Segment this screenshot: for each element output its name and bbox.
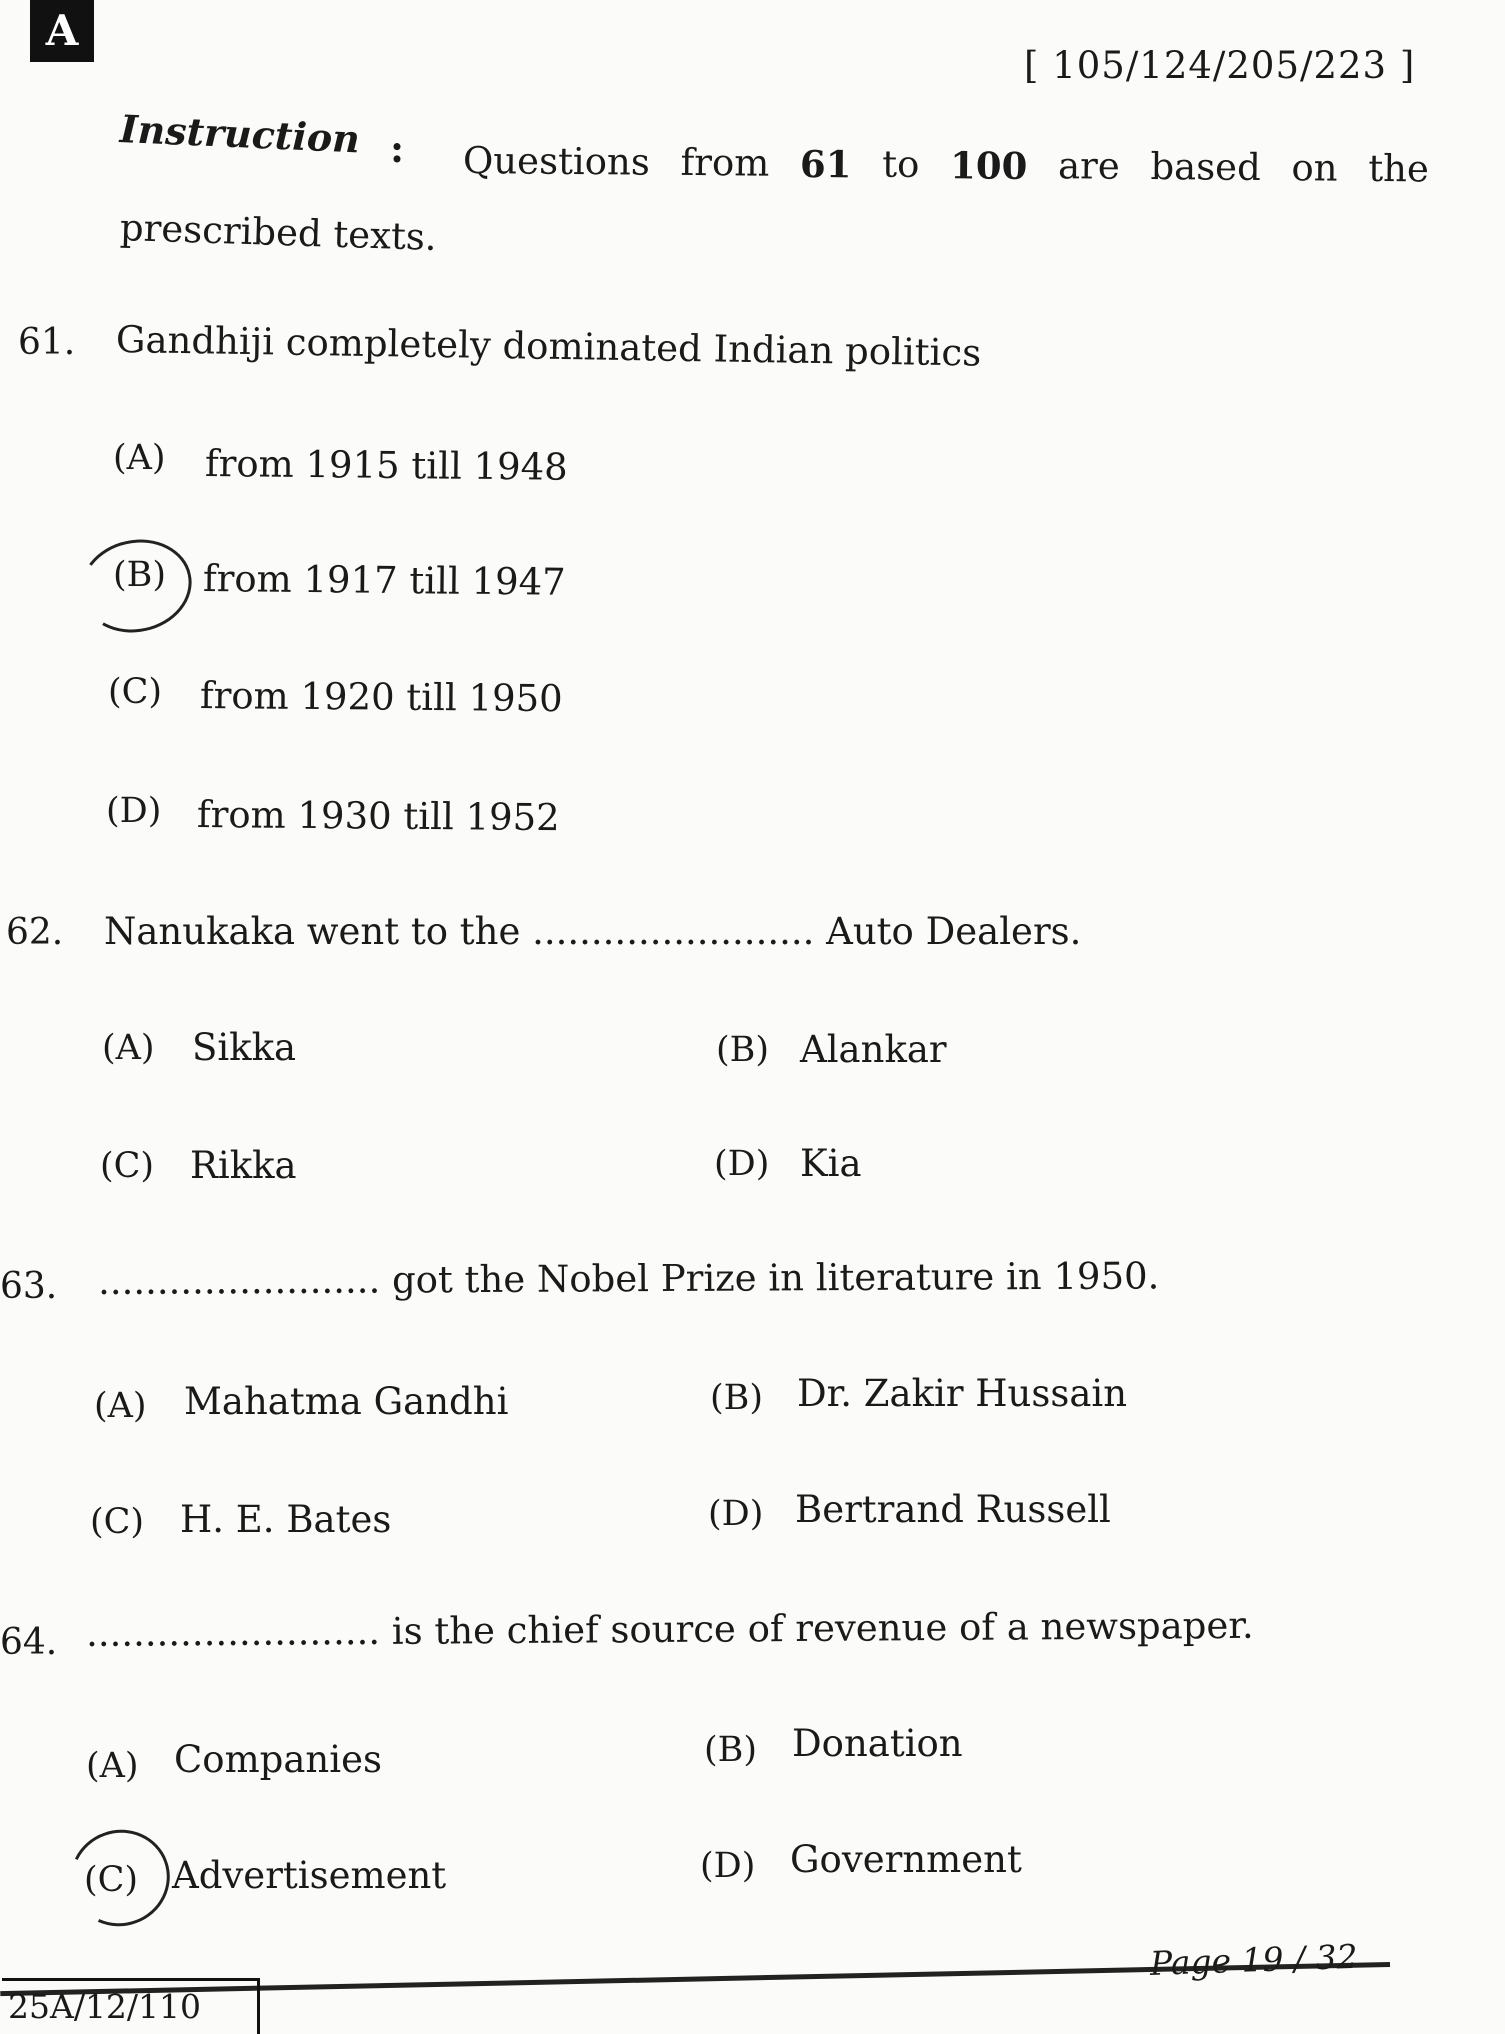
instruction-word: to	[882, 142, 920, 186]
option-letter: (B)	[704, 1730, 758, 1770]
instruction-word: the	[1368, 146, 1430, 191]
option-letter: (B)	[716, 1030, 770, 1070]
instruction-word: based	[1150, 144, 1261, 189]
option-letter: (C)	[90, 1502, 145, 1542]
option-text: Dr. Zakir Hussain	[797, 1372, 1128, 1415]
option-text: Kia	[800, 1142, 862, 1185]
option-letter: (A)	[113, 438, 166, 478]
option-letter: (D)	[700, 1846, 756, 1886]
instruction-text-line-2: prescribed texts.	[119, 206, 438, 259]
option-text: from 1917 till 1947	[202, 557, 566, 604]
option-text: Sikka	[192, 1026, 297, 1069]
option-letter: (D)	[106, 791, 162, 831]
option-letter: (D)	[708, 1494, 764, 1534]
option-letter: (A)	[86, 1746, 139, 1786]
option-text: Rikka	[190, 1144, 297, 1187]
option-letter: (C)	[108, 672, 163, 712]
question-text: Nanukaka went to the ........................ Auto Dealers.	[104, 910, 1082, 953]
option-text: Companies	[174, 1738, 382, 1781]
option-letter: (D)	[714, 1144, 770, 1184]
instruction-word-bold: 61	[799, 141, 852, 187]
instruction-colon: :	[390, 126, 405, 171]
option-text: Advertisement	[172, 1854, 447, 1897]
question-text: ......................... is the chief source of revenue of a newspaper.	[85, 1603, 1254, 1655]
question-text: ........................ got the Nobel Prize in literature in 1950.	[97, 1254, 1160, 1303]
option-letter: (B)	[113, 555, 167, 595]
option-text: Government	[790, 1838, 1022, 1881]
option-letter: (C)	[100, 1146, 155, 1186]
option-text: from 1920 till 1950	[199, 674, 563, 721]
question-number: 62.	[6, 912, 64, 953]
paper-code-reference: [ 105/124/205/223 ]	[1024, 44, 1416, 87]
instruction-word: on	[1291, 146, 1338, 190]
question-number: 61.	[18, 322, 76, 363]
instruction-word: from	[680, 140, 770, 185]
option-text: from 1930 till 1952	[196, 793, 560, 840]
option-letter: (C)	[84, 1860, 139, 1900]
instruction-text-line-1	[463, 139, 1429, 191]
question-number: 64.	[0, 1622, 58, 1663]
option-letter: (A)	[94, 1386, 147, 1426]
question-text: Gandhiji completely dominated Indian politics	[115, 318, 982, 375]
instruction-word: are	[1057, 144, 1120, 188]
option-text: Donation	[792, 1722, 963, 1765]
option-text: from 1915 till 1948	[204, 442, 568, 489]
option-text: Mahatma Gandhi	[184, 1380, 509, 1423]
page-number: Page 19 / 32	[1149, 1936, 1359, 1983]
instruction-word-bold: 100	[949, 143, 1028, 188]
document-code: 25A/12/110	[2, 1978, 260, 2034]
instruction-label: Instruction	[119, 106, 361, 162]
series-badge: A	[30, 0, 94, 62]
option-text: Alankar	[800, 1028, 947, 1071]
option-text: H. E. Bates	[180, 1498, 392, 1541]
option-letter: (B)	[710, 1378, 764, 1418]
option-text: Bertrand Russell	[795, 1488, 1111, 1531]
question-number: 63.	[0, 1266, 58, 1307]
option-letter: (A)	[102, 1028, 155, 1068]
instruction-word: Questions	[462, 139, 651, 184]
